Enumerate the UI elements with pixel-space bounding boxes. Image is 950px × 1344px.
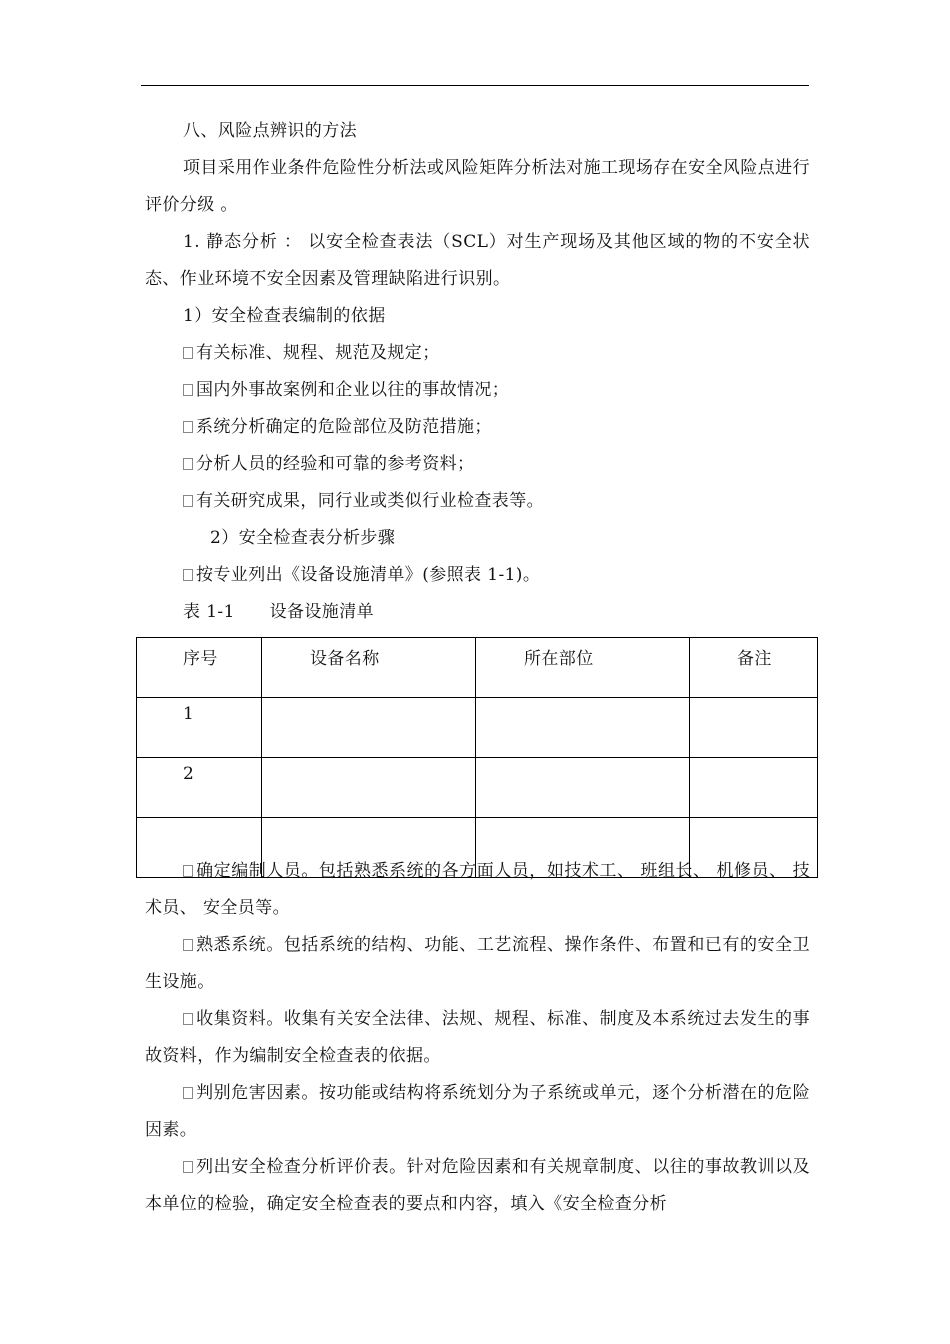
steps-title: 2）安全检查表分析步骤 [210, 528, 396, 548]
table-cell [476, 758, 690, 818]
table-cell [262, 698, 476, 758]
table-header-row [137, 638, 818, 698]
table-row [137, 698, 818, 758]
checkbox-icon [183, 865, 193, 877]
checkbox-icon [183, 939, 193, 951]
step-item [145, 1075, 810, 1149]
basis-item [145, 372, 810, 409]
checkbox-icon [183, 1161, 193, 1173]
basis-item [145, 483, 810, 520]
step-item [145, 557, 810, 594]
table-cell [690, 758, 818, 818]
checkbox-icon [183, 421, 193, 433]
header-rule [141, 85, 809, 86]
basis-item [145, 409, 810, 446]
intro-paragraph: 项目采用作业条件危险性分析法或风险矩阵分析法对施工现场存在安全风险点进行 评价分级 。 [145, 158, 810, 215]
document-body [145, 113, 810, 631]
step-item-text: 判别危害因素。按功能或结构将系统划分为子系统或单元，逐个分析潜在的危险因素。 [145, 1083, 810, 1140]
table-header-cell: 备注 [690, 638, 818, 698]
step-item-text: 按专业列出《设备设施清单》(参照表 1-1)。 [196, 565, 541, 585]
checkbox-icon [183, 1087, 193, 1099]
basis-item-text: 有关研究成果，同行业或类似行业检查表等。 [196, 491, 544, 511]
checkbox-icon [183, 1013, 193, 1025]
table-cell: 2 [137, 758, 262, 818]
table-header-cell: 所在部位 [476, 638, 690, 698]
equipment-table [136, 637, 818, 878]
step-item [145, 1149, 810, 1223]
table-cell [476, 698, 690, 758]
section-heading: 八、风险点辨识的方法 [183, 121, 357, 141]
step-item-text: 熟悉系统。包括系统的结构、功能、工艺流程、操作条件、布置和已有的安全卫生设施。 [145, 935, 810, 992]
basis-item-text: 有关标准、规程、规范及规定； [196, 343, 440, 363]
basis-item [145, 335, 810, 372]
step-item [145, 853, 810, 927]
basis-item-text: 国内外事故案例和企业以往的事故情况； [196, 380, 510, 400]
table-cell [690, 698, 818, 758]
basis-item [145, 446, 810, 483]
basis-item-text: 系统分析确定的危险部位及防范措施； [196, 417, 492, 437]
static-analysis-paragraph: 1. 静态分析 ： 以安全检查表法（SCL）对生产现场及其他区域的物的不安全状态、作业环境不安全因素及管理缺陷进行识别。 [145, 232, 810, 289]
table-cell: 1 [137, 698, 262, 758]
basis-item-text: 分析人员的经验和可靠的参考资料； [196, 454, 475, 474]
table-header-cell: 设备名称 [262, 638, 476, 698]
step-item-text: 列出安全检查分析评价表。针对危险因素和有关规章制度、以往的事故教训以及本单位的检验，确定安全检查表的要点和内容，填入《安全检查分析 [145, 1157, 810, 1214]
basis-title: 1）安全检查表编制的依据 [183, 306, 386, 326]
checkbox-icon [183, 384, 193, 396]
steps-section [145, 853, 810, 1223]
table-cell [262, 758, 476, 818]
checkbox-icon [183, 458, 193, 470]
step-item [145, 927, 810, 1001]
table-header-cell: 序号 [137, 638, 262, 698]
table-row [137, 758, 818, 818]
checkbox-icon [183, 347, 193, 359]
checkbox-icon [183, 495, 193, 507]
table-caption: 表 1-1 设备设施清单 [183, 602, 375, 622]
checkbox-icon [183, 569, 193, 581]
step-item-text: 确定编制人员。包括熟悉系统的各方面人员，如技术工、 班组长、 机修员、 技术员、 安全员等。 [145, 861, 810, 918]
step-item-text: 收集资料。收集有关安全法律、法规、规程、标准、制度及本系统过去发生的事故资料，作为编制安全检查表的依据。 [145, 1009, 810, 1066]
step-item [145, 1001, 810, 1075]
